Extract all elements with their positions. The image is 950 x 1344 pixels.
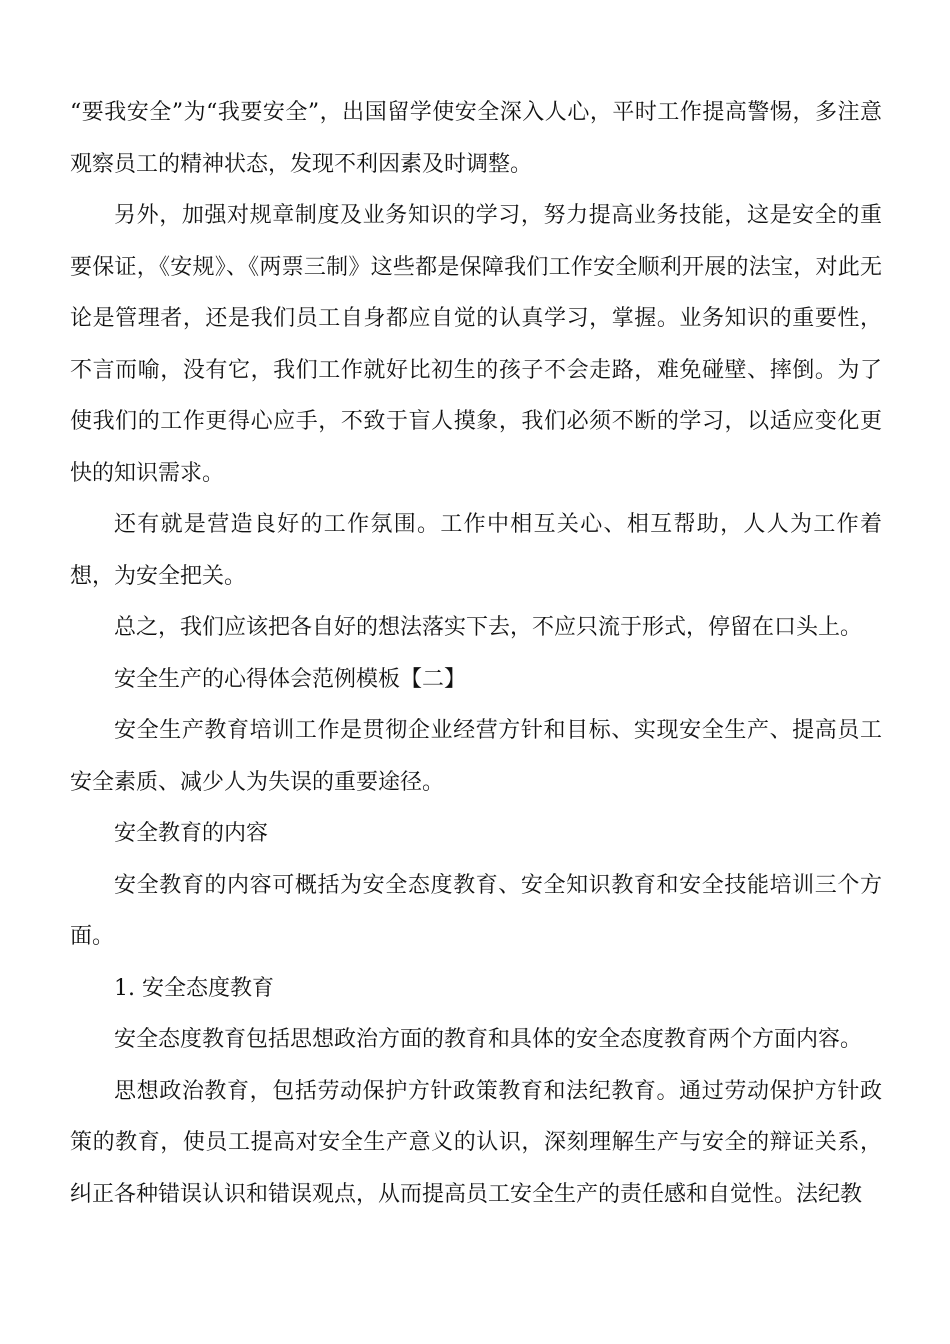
paragraph-continuation: “要我安全”为“我要安全”，出国留学使安全深入人心，平时工作提高警惕，多注意观察员工的精神状态，发现不利因素及时调整。 [70,100,882,177]
paragraph-work-atmosphere: 还有就是营造良好的工作氛围。工作中相互关心、相互帮助，人人为工作着想，为安全把关。 [70,512,882,589]
paragraph-political-education: 思想政治教育，包括劳动保护方针政策教育和法纪教育。通过劳动保护方针政策的教育，使员工提高对安全生产意义的认识，深刻理解生产与安全的辩证关系，纠正各种错误认识和错误观点，从而提高员工安全生产的责任感和自觉性。法纪教 [70,1078,882,1207]
paragraph-education-summary: 安全教育的内容可概括为安全态度教育、安全知识教育和安全技能培训三个方面。 [70,872,882,949]
document-body [70,87,882,1220]
paragraph-attitude-education: 安全态度教育包括思想政治方面的教育和具体的安全态度教育两个方面内容。 [114,1027,863,1052]
subheading-education-content: 安全教育的内容 [114,821,269,846]
paragraph-regulations: 另外，加强对规章制度及业务知识的学习，努力提高业务技能，这是安全的重要保证，《安规》、《两票三制》这些都是保障我们工作安全顺利开展的法宝，对此无论是管理者，还是我们员工自身都应自觉的认真学习，掌握。业务知识的重要性，不言而喻，没有它，我们工作就好比初生的孩子不会走路，难免碰壁、摔倒。为了使我们的工作更得心应手，不致于盲人摸象，我们必须不断的学习，以适应变化更快的知识需求。 [70,203,882,486]
section-heading-template-two: 安全生产的心得体会范例模板【二】 [114,666,467,692]
paragraph-training-intro: 安全生产教育培训工作是贯彻企业经营方针和目标、实现安全生产、提高员工安全素质、减少人为失误的重要途径。 [70,718,882,795]
subheading-attitude-education: 1. 安全态度教育 [114,975,274,1001]
paragraph-conclusion: 总之，我们应该把各自好的想法落实下去，不应只流于形式，停留在口头上。 [114,615,863,640]
